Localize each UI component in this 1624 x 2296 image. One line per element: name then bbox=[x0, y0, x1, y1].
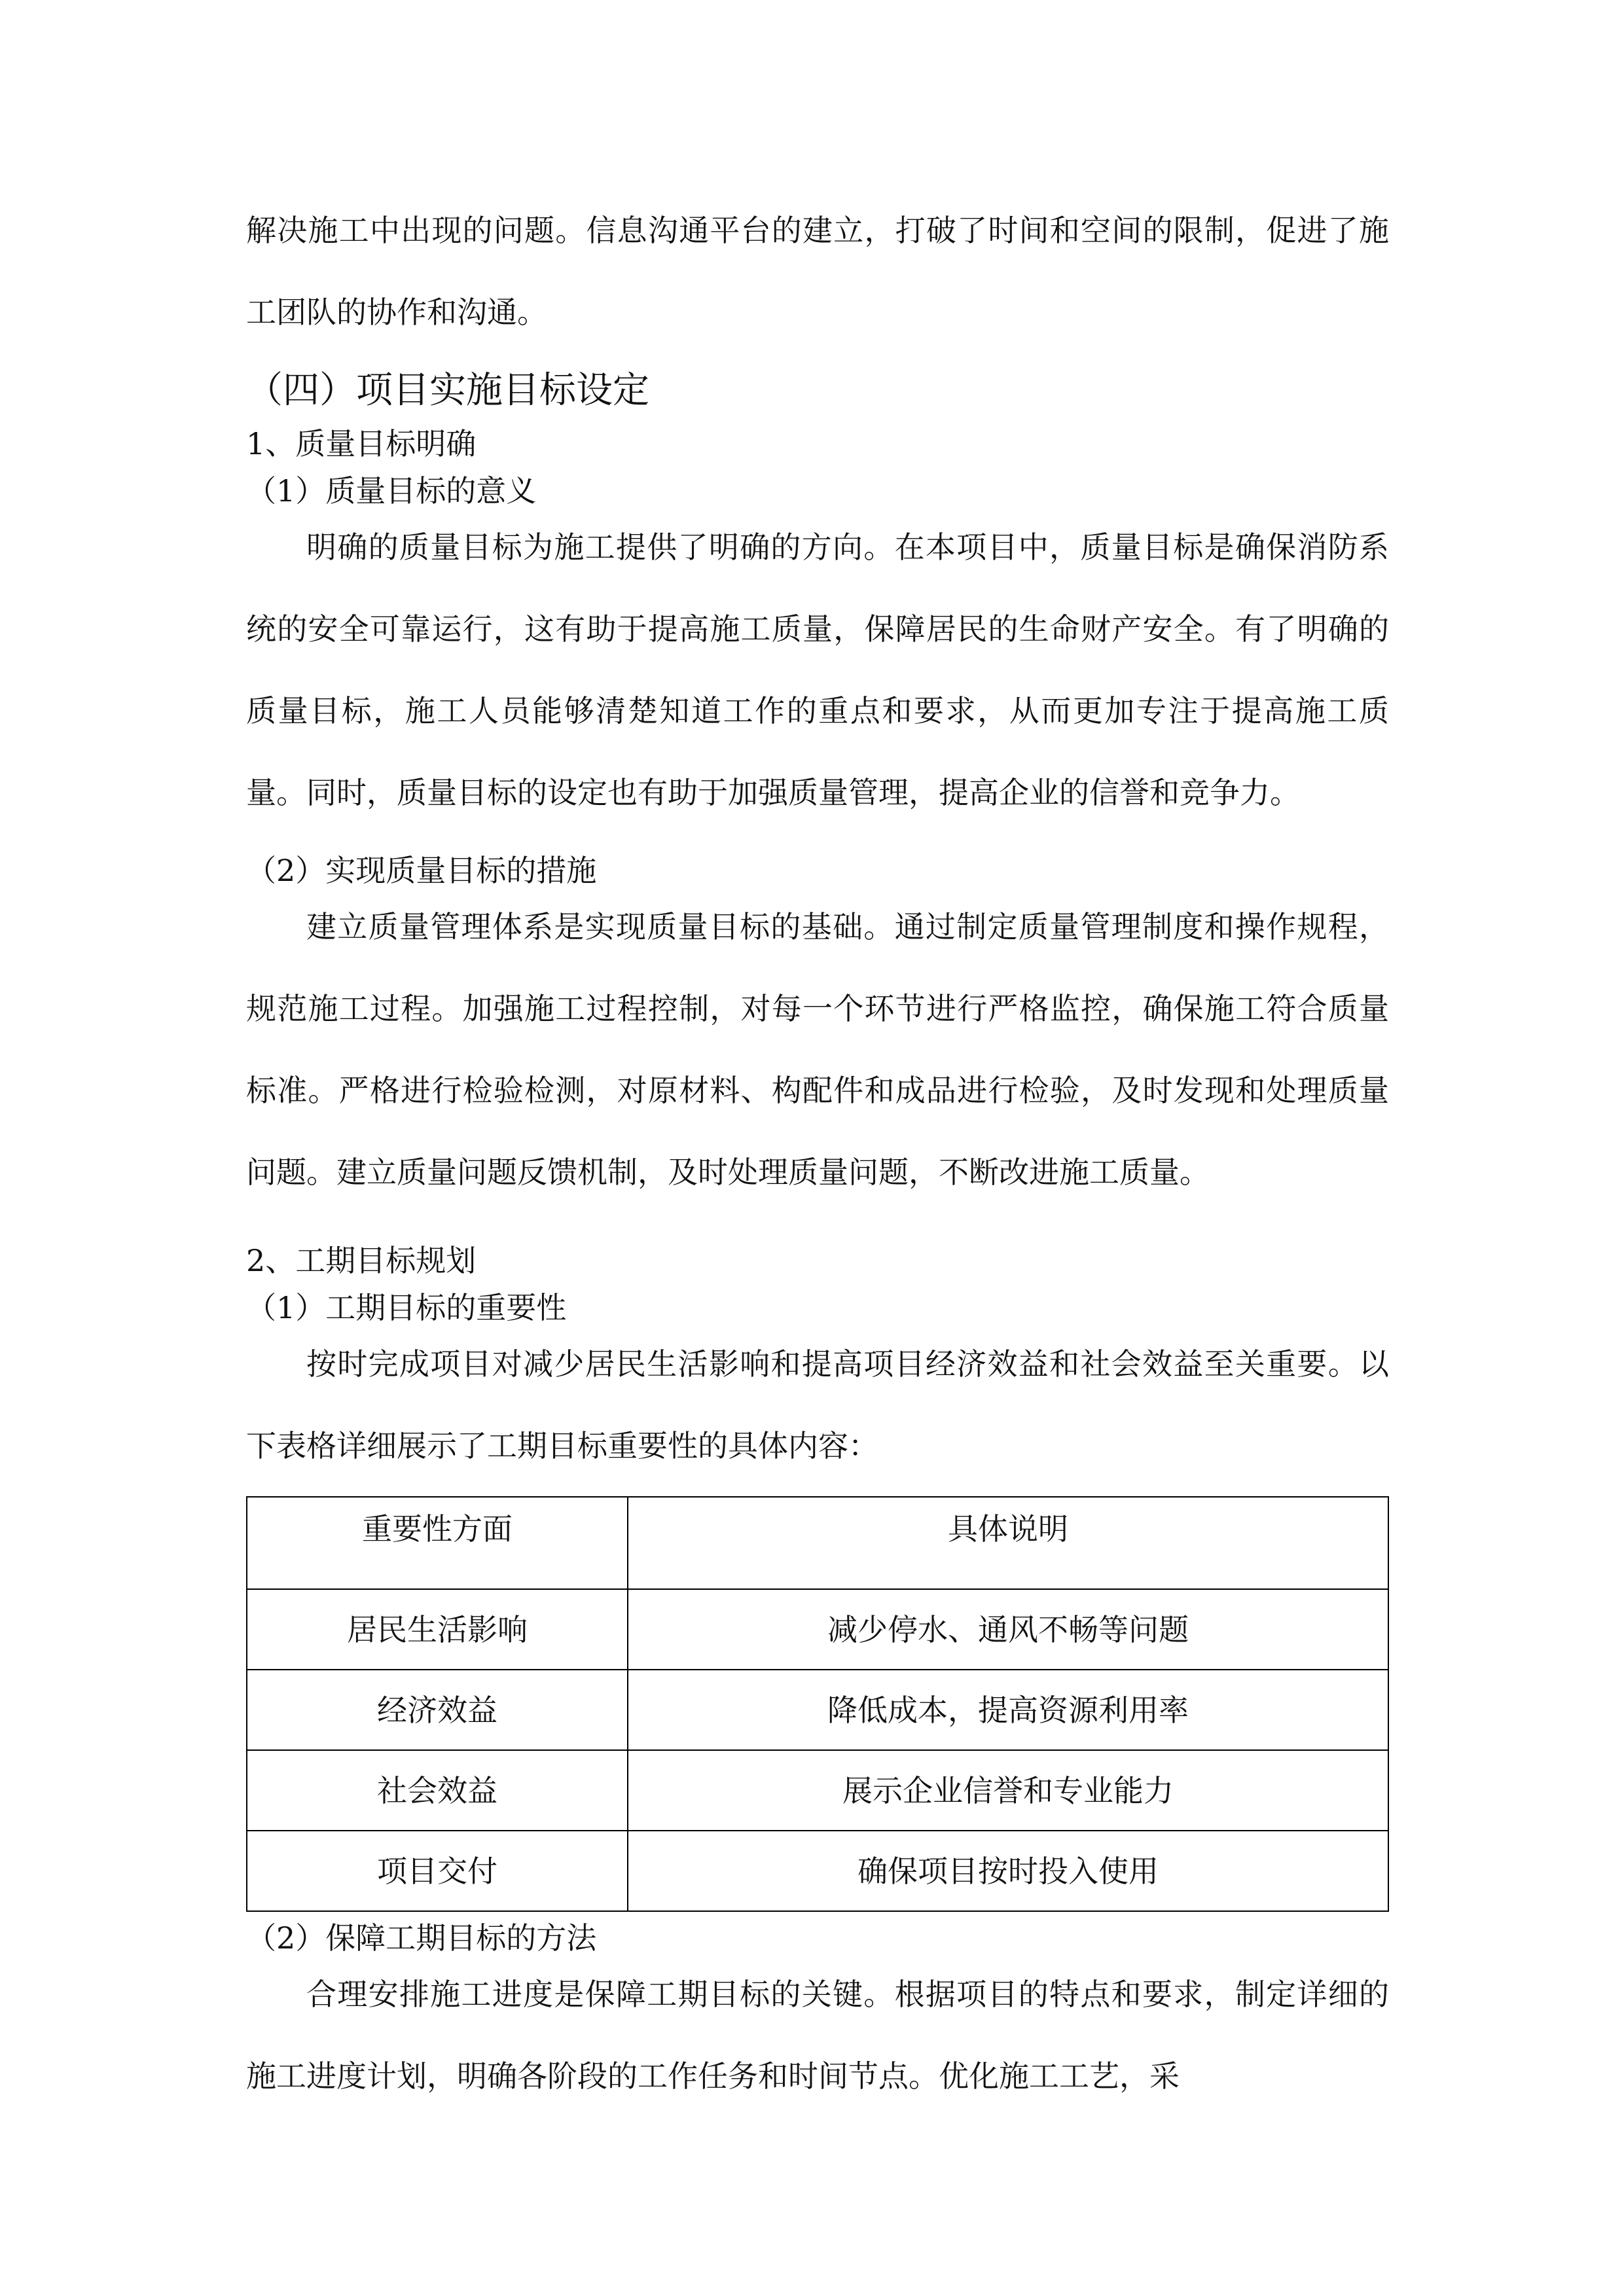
intro-paragraph: 解决施工中出现的问题。信息沟通平台的建立，打破了时间和空间的限制，促进了施工团队的协作和沟通。 bbox=[246, 213, 1389, 330]
table-row bbox=[247, 1831, 1388, 1911]
page-content bbox=[246, 190, 1389, 2117]
schedule-sub2-heading: （2）保障工期目标的方法 bbox=[246, 1920, 597, 1956]
quality-sub2-paragraph: 建立质量管理体系是实现质量目标的基础。通过制定质量管理制度和操作规程，规范施工过程。加强施工过程控制，对每一个环节进行严格监控，确保施工符合质量标准。严格进行检验检测，对原材料、构配件和成品进行检验，及时发现和处理质量问题。建立质量问题反馈机制，及时处理质量问题，不断改进施工质量。 bbox=[246, 909, 1389, 1190]
table-header-row bbox=[247, 1497, 1388, 1589]
table-cell: 项目交付 bbox=[247, 1831, 628, 1911]
table-header-cell: 重要性方面 bbox=[247, 1497, 628, 1589]
schedule-sub1-paragraph: 按时完成项目对减少居民生活影响和提高项目经济效益和社会效益至关重要。以下表格详细展示了工期目标重要性的具体内容： bbox=[246, 1346, 1389, 1463]
schedule-heading: 2、工期目标规划 bbox=[246, 1243, 477, 1278]
schedule-importance-table bbox=[246, 1496, 1389, 1912]
quality-sub1-paragraph: 明确的质量目标为施工提供了明确的方向。在本项目中，质量目标是确保消防系统的安全可靠运行，这有助于提高施工质量，保障居民的生命财产安全。有了明确的质量目标，施工人员能够清楚知道工作的重点和要求，从而更加专注于提高施工质量。同时，质量目标的设定也有助于加强质量管理，提高企业的信誉和竞争力。 bbox=[246, 529, 1389, 810]
table-cell: 降低成本，提高资源利用率 bbox=[628, 1670, 1388, 1750]
table-cell: 展示企业信誉和专业能力 bbox=[628, 1750, 1388, 1831]
quality-heading: 1、质量目标明确 bbox=[246, 426, 477, 461]
table-cell: 经济效益 bbox=[247, 1670, 628, 1750]
table-cell: 确保项目按时投入使用 bbox=[628, 1831, 1388, 1911]
table-row bbox=[247, 1670, 1388, 1750]
table-row bbox=[247, 1750, 1388, 1831]
table-row bbox=[247, 1589, 1388, 1670]
section-heading: （四）项目实施目标设定 bbox=[246, 369, 649, 412]
quality-sub1-heading: （1）质量目标的意义 bbox=[246, 473, 537, 509]
table-cell: 居民生活影响 bbox=[247, 1589, 628, 1670]
schedule-sub2-paragraph: 合理安排施工进度是保障工期目标的关键。根据项目的特点和要求，制定详细的施工进度计划，明确各阶段的工作任务和时间节点。优化施工工艺，采 bbox=[246, 1977, 1389, 2094]
quality-sub2-heading: （2）实现质量目标的措施 bbox=[246, 853, 597, 888]
schedule-sub1-heading: （1）工期目标的重要性 bbox=[246, 1290, 567, 1325]
table-cell: 减少停水、通风不畅等问题 bbox=[628, 1589, 1388, 1670]
table-header-cell: 具体说明 bbox=[628, 1497, 1388, 1589]
table-cell: 社会效益 bbox=[247, 1750, 628, 1831]
